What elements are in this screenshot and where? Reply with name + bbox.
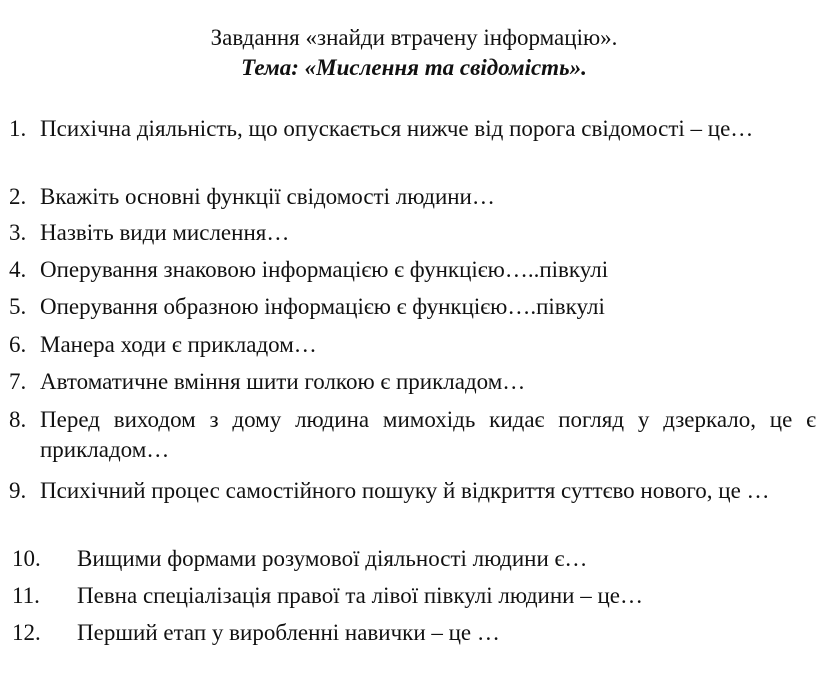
- question-number: 2.: [9, 184, 27, 209]
- question-text: Оперування знаковою інформацією є функцією…..півкулі: [40, 257, 609, 282]
- question-text: Автоматичне вміння шити голкою є прикладом…: [40, 369, 526, 394]
- question-number: 7.: [9, 369, 27, 394]
- question-text: Психічний процес самостійного пошуку й відкриття суттєво нового, це …: [40, 478, 770, 503]
- question-text: Манера ходи є прикладом…: [40, 332, 317, 357]
- question-number: 3.: [9, 220, 27, 245]
- question-number: 1.: [9, 116, 27, 141]
- question-text: Певна спеціалізація правої та лівої півкулі людини – це…: [77, 583, 643, 608]
- question-number: 6.: [9, 332, 27, 357]
- question-text: Оперування образною інформацією є функцією….півкулі: [40, 294, 605, 319]
- question-number: 4.: [9, 257, 27, 282]
- question-text: Вкажіть основні функції свідомості людини…: [40, 184, 495, 209]
- question-number: 11.: [12, 583, 40, 608]
- question-number: 10.: [12, 546, 41, 571]
- document-topic: Тема: «Мислення та свідомість».: [241, 55, 587, 80]
- question-number: 5.: [9, 294, 27, 319]
- question-text: Перед виходом з дому людина мимохідь кидає погляд у дзеркало, це є прикладом…: [40, 407, 816, 462]
- document-title: Завдання «знайди втрачену інформацію».: [210, 25, 618, 50]
- question-number: 9.: [9, 478, 27, 503]
- question-text: Вищими формами розумової діяльності людини є…: [77, 546, 588, 571]
- question-text: Перший етап у виробленні навички – це …: [77, 620, 500, 645]
- question-text: Психічна діяльність, що опускається нижче від порога свідомості – це…: [40, 116, 754, 141]
- question-number: 12.: [12, 620, 41, 645]
- question-text: Назвіть види мислення…: [40, 220, 290, 245]
- question-number: 8.: [9, 407, 27, 432]
